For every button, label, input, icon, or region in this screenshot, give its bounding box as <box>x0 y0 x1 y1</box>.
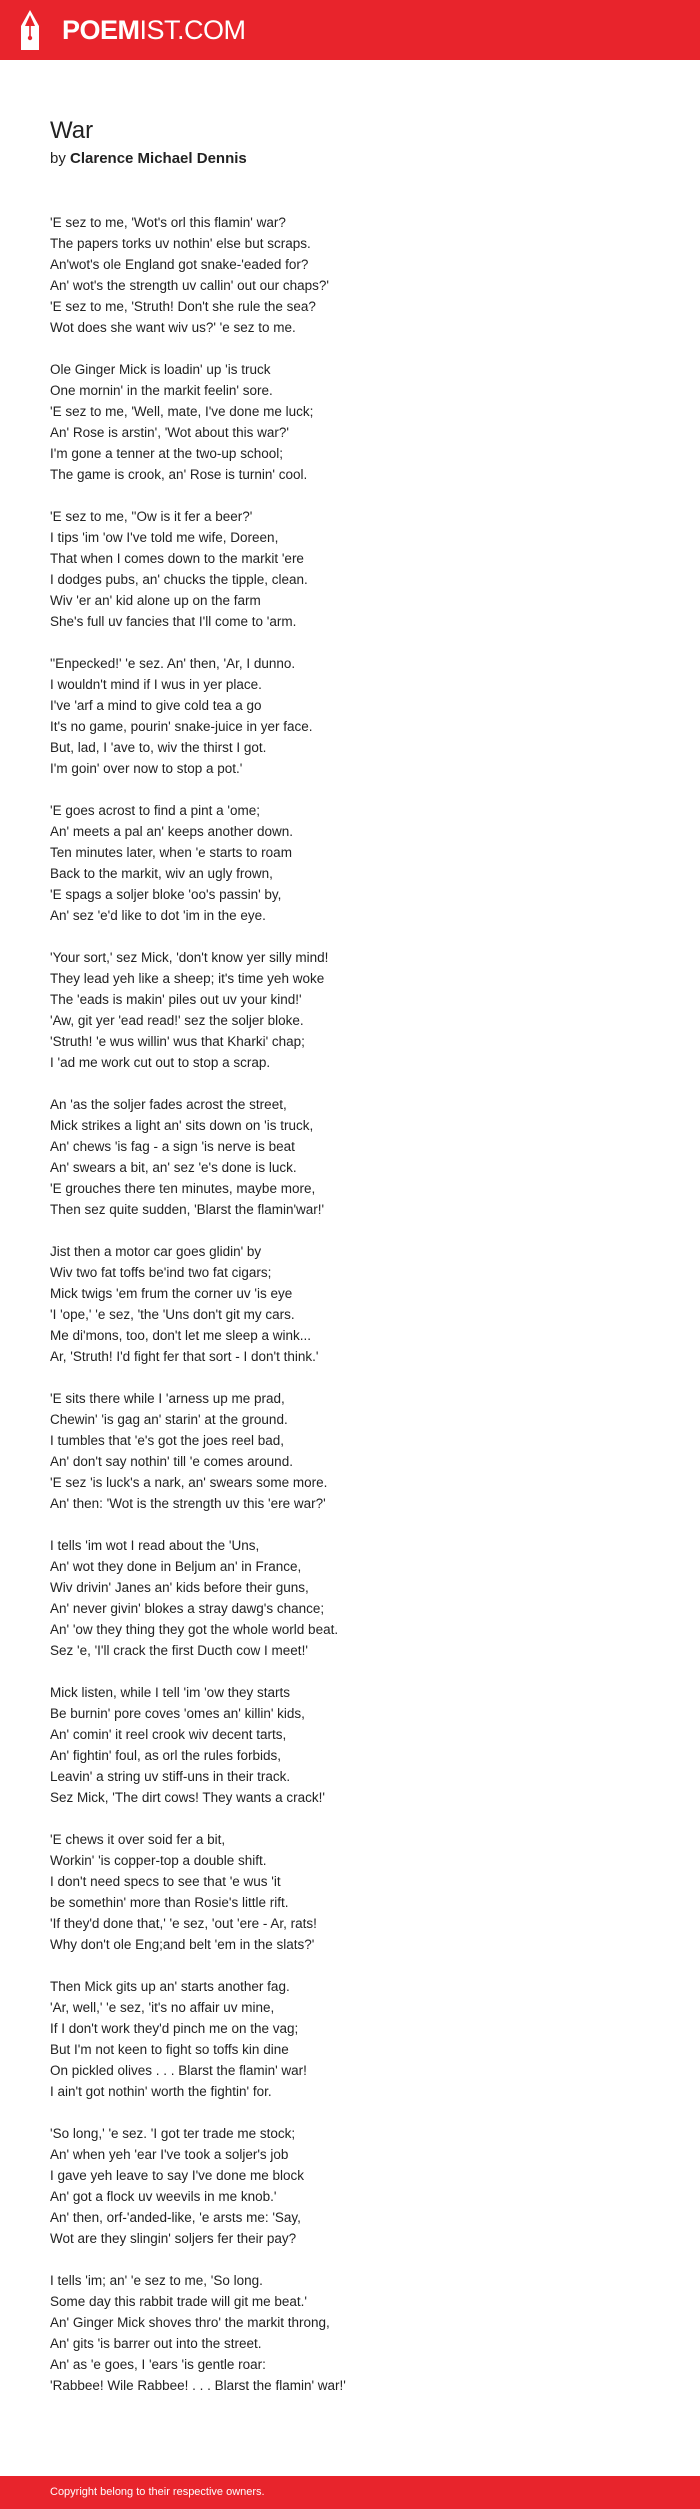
poem-line: ''Enpecked!' 'e sez. An' then, 'Ar, I dunno. <box>50 656 296 671</box>
poem-line: An' gits 'is barrer out into the street. <box>50 2336 262 2351</box>
poem-line: 'E sez to me, ''Ow is it fer a beer?' <box>50 509 253 524</box>
poem-line: I'm goin' over now to stop a pot.' <box>50 761 243 776</box>
stanza <box>50 1976 650 2102</box>
stanza <box>50 1094 650 1220</box>
poem-line: An' swears a bit, an' sez 'e's done is luck. <box>50 1160 297 1175</box>
stanza <box>50 947 650 1073</box>
poem-line: 'Struth! 'e wus willin' wus that Kharki' chap; <box>50 1034 305 1049</box>
stanza <box>50 1388 650 1514</box>
poem-line: An' don't say nothin' till 'e comes around. <box>50 1454 293 1469</box>
stanza <box>50 2270 650 2396</box>
stanza <box>50 1535 650 1661</box>
pen-nib-icon <box>20 9 40 51</box>
poem-line: If I don't work they'd pinch me on the vag; <box>50 2021 299 2036</box>
poem-line: Sez 'e, 'I'll crack the first Ducth cow I meet!' <box>50 1643 308 1658</box>
poem-line: 'Ar, well,' 'e sez, 'it's no affair uv mine, <box>50 2000 275 2015</box>
poem-line: An' chews 'is fag - a sign 'is nerve is beat <box>50 1139 295 1154</box>
poem-line: An' then, orf-'anded-like, 'e arsts me: 'Say, <box>50 2210 301 2225</box>
stanza <box>50 653 650 779</box>
poem-line: Wot does she want wiv us?' 'e sez to me. <box>50 320 296 335</box>
poem-line: An' sez 'e'd like to dot 'im in the eye. <box>50 908 266 923</box>
poem-line: 'So long,' 'e sez. 'I got ter trade me stock; <box>50 2126 296 2141</box>
poem-line: An' 'ow they thing they got the whole world beat. <box>50 1622 339 1637</box>
poem-line: The papers torks uv nothin' else but scraps. <box>50 236 311 251</box>
poem-line: An' Ginger Mick shoves thro' the markit throng, <box>50 2315 330 2330</box>
poem-line: An' wot's the strength uv callin' out our chaps?' <box>50 278 329 293</box>
poem-line: I ain't got nothin' worth the fightin' for. <box>50 2084 272 2099</box>
poem-body <box>50 212 650 2396</box>
poem-line: Leavin' a string uv stiff-uns in their track. <box>50 1769 291 1784</box>
poem-line: One mornin' in the markit feelin' sore. <box>50 383 273 398</box>
poem-title: War <box>50 117 94 144</box>
stanza <box>50 506 650 632</box>
poem-line: 'E spags a soljer bloke 'oo's passin' by, <box>50 887 282 902</box>
poem-line: 'E sez to me, 'Wot's orl this flamin' war? <box>50 215 286 230</box>
poem-line: That when I comes down to the markit 'ere <box>50 551 304 566</box>
poem-line: Wiv two fat toffs be'ind two fat cigars; <box>50 1265 272 1280</box>
poem-line: Ten minutes later, when 'e starts to roam <box>50 845 292 860</box>
poem-line: be somethin' more than Rosie's little rift. <box>50 1895 289 1910</box>
poem-line: An' fightin' foul, as orl the rules forbids, <box>50 1748 282 1763</box>
poem-line: 'Aw, git yer 'ead read!' sez the soljer bloke. <box>50 1013 304 1028</box>
poem-line: But I'm not keen to fight so toffs kin dine <box>50 2042 289 2057</box>
poem-line: She's full uv fancies that I'll come to 'arm. <box>50 614 297 629</box>
poem-line: An'wot's ole England got snake-'eaded for? <box>50 257 309 272</box>
stanza <box>50 1241 650 1367</box>
poem-line: Wot are they slingin' soljers fer their pay? <box>50 2231 297 2246</box>
poem-line: They lead yeh like a sheep; it's time yeh woke <box>50 971 325 986</box>
poem-line: 'E sez to me, 'Well, mate, I've done me luck; <box>50 404 314 419</box>
stanza <box>50 800 650 926</box>
poem-line: Why don't ole Eng;and belt 'em in the slats?' <box>50 1937 315 1952</box>
poem-line: I gave yeh leave to say I've done me block <box>50 2168 304 2183</box>
poem-line: Some day this rabbit trade will git me beat.' <box>50 2294 307 2309</box>
poem-line: It's no game, pourin' snake-juice in yer face. <box>50 719 313 734</box>
poem-line: I tumbles that 'e's got the joes reel bad, <box>50 1433 285 1448</box>
poem-line: 'E sits there while I 'arness up me prad, <box>50 1391 285 1406</box>
poem-line: An' Rose is arstin', 'Wot about this war?' <box>50 425 289 440</box>
poem-line: An' wot they done in Beljum an' in France, <box>50 1559 302 1574</box>
poem-line: An' meets a pal an' keeps another down. <box>50 824 294 839</box>
poem-line: Wiv 'er an' kid alone up on the farm <box>50 593 261 608</box>
poem-line: I wouldn't mind if I wus in yer place. <box>50 677 262 692</box>
poem-line: Be burnin' pore coves 'omes an' killin' kids, <box>50 1706 305 1721</box>
poem-line: An' then: 'Wot is the strength uv this 'ere war?' <box>50 1496 326 1511</box>
poem-line: I tells 'im wot I read about the 'Uns, <box>50 1538 260 1553</box>
poem-line: An' as 'e goes, I 'ears 'is gentle roar: <box>50 2357 266 2372</box>
poem-line: Ole Ginger Mick is loadin' up 'is truck <box>50 362 271 377</box>
poem-line: Sez Mick, 'The dirt cows! They wants a crack!' <box>50 1790 325 1805</box>
poem-line: The 'eads is makin' piles out uv your kind!' <box>50 992 302 1007</box>
poem-line: 'I 'ope,' 'e sez, 'the 'Uns don't git my cars. <box>50 1307 295 1322</box>
site-logo[interactable] <box>62 14 246 46</box>
logo-text-bold: POEM <box>62 15 140 45</box>
poem-line: I 'ad me work cut out to stop a scrap. <box>50 1055 271 1070</box>
logo-text-rest: IST.COM <box>139 15 246 45</box>
poem-line: Back to the markit, wiv an ugly frown, <box>50 866 273 881</box>
poem-line: On pickled olives . . . Blarst the flamin' war! <box>50 2063 307 2078</box>
poem-line: 'E goes acrost to find a pint a 'ome; <box>50 803 261 818</box>
poem-line: An' comin' it reel crook wiv decent tarts, <box>50 1727 287 1742</box>
poem-line: Chewin' 'is gag an' starin' at the ground. <box>50 1412 288 1427</box>
poem-line: An' when yeh 'ear I've took a soljer's job <box>50 2147 289 2162</box>
stanza <box>50 359 650 485</box>
poem-line: Wiv drivin' Janes an' kids before their guns, <box>50 1580 309 1595</box>
poem-line: I don't need specs to see that 'e wus 'it <box>50 1874 281 1889</box>
poem-line: Workin' 'is copper-top a double shift. <box>50 1853 267 1868</box>
poem-line: An' got a flock uv weevils in me knob.' <box>50 2189 277 2204</box>
poem-line: 'If they'd done that,' 'e sez, 'out 'ere - Ar, rats! <box>50 1916 317 1931</box>
stanza <box>50 2123 650 2249</box>
poem-line: I'm gone a tenner at the two-up school; <box>50 446 283 461</box>
poem-byline <box>50 148 650 170</box>
poem-line: Ar, 'Struth! I'd fight fer that sort - I don't think.' <box>50 1349 319 1364</box>
copyright-notice: Copyright belong to their respective owners. <box>50 2486 265 2498</box>
poem-line: But, lad, I 'ave to, wiv the thirst I got. <box>50 740 267 755</box>
poem-line: Jist then a motor car goes glidin' by <box>50 1244 262 1259</box>
byline-label: by <box>50 150 66 167</box>
poem-line: Me di'mons, too, don't let me sleep a wink... <box>50 1328 312 1343</box>
poem-line: The game is crook, an' Rose is turnin' cool. <box>50 467 308 482</box>
poem-line: 'E grouches there ten minutes, maybe more, <box>50 1181 316 1196</box>
poem-line: Mick listen, while I tell 'im 'ow they starts <box>50 1685 290 1700</box>
poem-line: I've 'arf a mind to give cold tea a go <box>50 698 262 713</box>
poem-line: I tips 'im 'ow I've told me wife, Doreen, <box>50 530 279 545</box>
poem-line: 'E sez 'is luck's a nark, an' swears some more. <box>50 1475 328 1490</box>
poem-line: Mick twigs 'em frum the corner uv 'is eye <box>50 1286 293 1301</box>
stanza <box>50 212 650 338</box>
poem-line: I dodges pubs, an' chucks the tipple, clean. <box>50 572 308 587</box>
poem-line: An 'as the soljer fades acrost the street, <box>50 1097 287 1112</box>
poem-content <box>50 116 650 2417</box>
stanza <box>50 1829 650 1955</box>
poem-author[interactable]: Clarence Michael Dennis <box>70 150 247 167</box>
poem-line: I tells 'im; an' 'e sez to me, 'So long. <box>50 2273 263 2288</box>
poem-line: An' never givin' blokes a stray dawg's chance; <box>50 1601 325 1616</box>
poem-line: Then sez quite sudden, 'Blarst the flamin'war!' <box>50 1202 325 1217</box>
poem-line: 'Your sort,' sez Mick, 'don't know yer silly mind! <box>50 950 329 965</box>
poem-line: 'E chews it over soid fer a bit, <box>50 1832 226 1847</box>
poem-line: 'Rabbee! Wile Rabbee! . . . Blarst the flamin' war!' <box>50 2378 346 2393</box>
site-header <box>0 0 700 60</box>
stanza <box>50 1682 650 1808</box>
site-footer <box>0 2476 700 2509</box>
poem-line: Mick strikes a light an' sits down on 'is truck, <box>50 1118 314 1133</box>
poem-line: Then Mick gits up an' starts another fag. <box>50 1979 290 1994</box>
poem-line: 'E sez to me, 'Struth! Don't she rule the sea? <box>50 299 316 314</box>
